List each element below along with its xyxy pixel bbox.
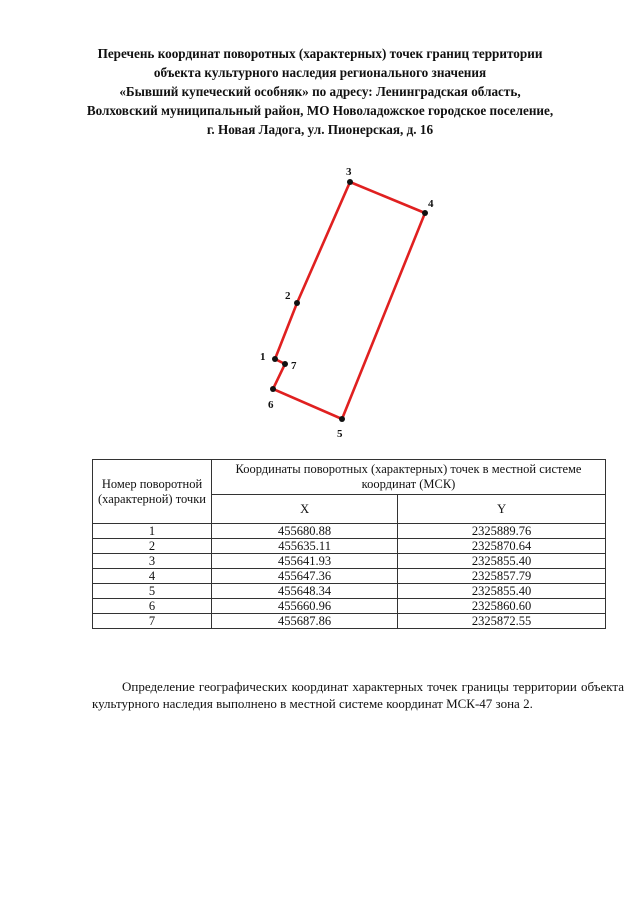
point-label: 5 bbox=[337, 428, 343, 440]
table-row bbox=[93, 584, 606, 599]
cell-y: 2325857.79 bbox=[398, 569, 606, 584]
point-label: 3 bbox=[346, 166, 352, 178]
boundary-plan-drawing bbox=[0, 160, 640, 450]
cell-point-number: 5 bbox=[93, 584, 212, 599]
point-label: 6 bbox=[268, 399, 274, 411]
header-point-number: Номер поворотной (характерной) точки bbox=[93, 460, 212, 524]
cell-x: 455635.11 bbox=[212, 539, 398, 554]
cell-x: 455641.93 bbox=[212, 554, 398, 569]
table-row bbox=[93, 569, 606, 584]
table-row bbox=[93, 524, 606, 539]
boundary-plan bbox=[0, 160, 640, 450]
cell-point-number: 2 bbox=[93, 539, 212, 554]
cell-point-number: 3 bbox=[93, 554, 212, 569]
cell-x: 455648.34 bbox=[212, 584, 398, 599]
note-paragraph bbox=[92, 678, 624, 712]
cell-x: 455680.88 bbox=[212, 524, 398, 539]
cell-point-number: 7 bbox=[93, 614, 212, 629]
cell-y: 2325872.55 bbox=[398, 614, 606, 629]
cell-point-number: 1 bbox=[93, 524, 212, 539]
header-coordinates: Координаты поворотных (характерных) точек в местной системе координат (МСК) bbox=[212, 460, 606, 495]
header-y: Y bbox=[398, 495, 606, 524]
cell-x: 455660.96 bbox=[212, 599, 398, 614]
title-line: «Бывший купеческий особняк» по адресу: Ленинградская область, bbox=[119, 84, 521, 99]
cell-y: 2325870.64 bbox=[398, 539, 606, 554]
point-label: 7 bbox=[291, 360, 297, 372]
boundary-point bbox=[272, 356, 278, 362]
cell-y: 2325855.40 bbox=[398, 554, 606, 569]
cell-y: 2325889.76 bbox=[398, 524, 606, 539]
header-x: X bbox=[212, 495, 398, 524]
title-line: Волховский муниципальный район, МО Новоладожское городское поселение, bbox=[86, 103, 554, 118]
coordinates-table bbox=[92, 459, 606, 629]
boundary-point bbox=[347, 179, 353, 185]
document-title bbox=[60, 44, 580, 139]
point-label: 1 bbox=[260, 351, 266, 363]
boundary-point bbox=[339, 416, 345, 422]
cell-x: 455687.86 bbox=[212, 614, 398, 629]
cell-x: 455647.36 bbox=[212, 569, 398, 584]
table-row bbox=[93, 599, 606, 614]
cell-point-number: 6 bbox=[93, 599, 212, 614]
cell-y: 2325855.40 bbox=[398, 584, 606, 599]
boundary-point bbox=[270, 386, 276, 392]
table-row bbox=[93, 539, 606, 554]
note-text: Определение географических координат характерных точек границы территории объекта культурного наследия выполнено в местной системе координат МСК-47 зона 2. bbox=[92, 679, 624, 711]
title-line: Перечень координат поворотных (характерных) точек границ территории bbox=[97, 46, 543, 61]
title-line: г. Новая Ладога, ул. Пионерская, д. 16 bbox=[206, 122, 434, 137]
boundary-point bbox=[294, 300, 300, 306]
cell-point-number: 4 bbox=[93, 569, 212, 584]
boundary-point bbox=[282, 361, 288, 367]
table-row bbox=[93, 554, 606, 569]
point-label: 4 bbox=[428, 198, 434, 210]
point-label: 2 bbox=[285, 290, 291, 302]
title-line: объекта культурного наследия регионального значения bbox=[153, 65, 487, 80]
table-row bbox=[93, 614, 606, 629]
cell-y: 2325860.60 bbox=[398, 599, 606, 614]
boundary-point bbox=[422, 210, 428, 216]
